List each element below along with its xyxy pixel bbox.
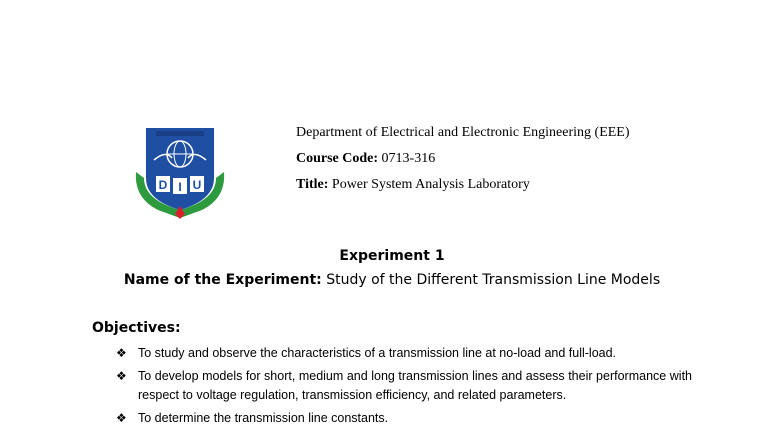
objective-text: To develop models for short, medium and long transmission lines and assess their performance with respect to voltage regulation, transmission efficiency, and related parameters.	[138, 369, 692, 402]
experiment-number: Experiment 1	[339, 248, 445, 264]
objectives-heading: Objectives:	[92, 320, 181, 336]
objective-text: To study and observe the characteristics of a transmission line at no-load and full-load.	[138, 346, 617, 360]
experiment-name-label: Name of the Experiment:	[123, 272, 322, 288]
experiment-name-line	[0, 272, 784, 288]
diamond-bullet-icon: ❖	[116, 369, 127, 383]
experiment-name-value: Study of the Different Transmission Line Models	[326, 272, 661, 288]
document-header	[296, 120, 716, 198]
course-title-label: Title:	[296, 177, 329, 192]
course-code-value: 0713-316	[381, 151, 436, 166]
svg-text:I: I	[178, 180, 182, 194]
svg-text:D: D	[158, 178, 168, 192]
objectives-list	[116, 344, 692, 432]
course-title-line	[296, 172, 716, 198]
diamond-bullet-icon: ❖	[116, 411, 127, 425]
course-title-value: Power System Analysis Laboratory	[331, 177, 530, 192]
svg-text:U: U	[192, 178, 202, 192]
course-code-line	[296, 146, 716, 172]
diamond-bullet-icon: ❖	[116, 346, 127, 360]
department-name: Department of Electrical and Electronic Engineering (EEE)	[296, 125, 630, 140]
objective-text: To determine the transmission line constants.	[138, 411, 389, 425]
course-code-label: Course Code:	[296, 151, 379, 166]
list-item	[116, 367, 692, 405]
university-logo	[132, 120, 228, 220]
list-item	[116, 409, 692, 428]
list-item	[116, 344, 692, 363]
